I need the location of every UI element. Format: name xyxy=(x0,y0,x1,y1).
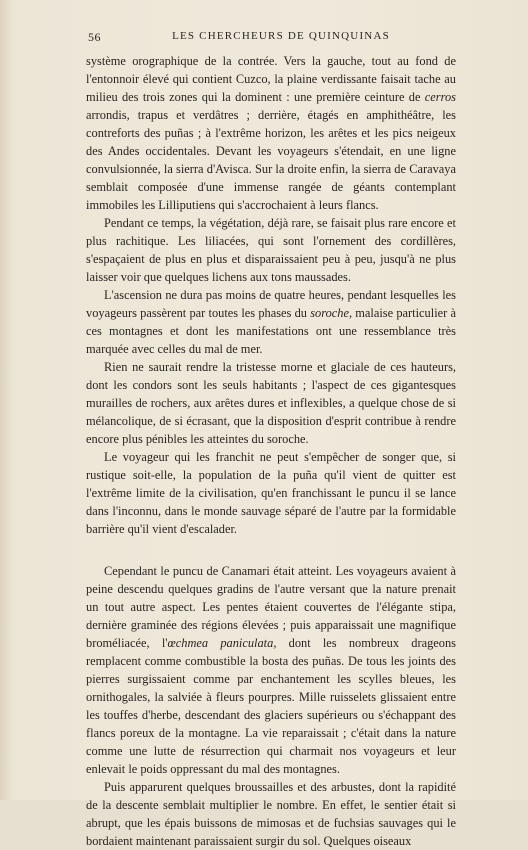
body-text xyxy=(86,52,456,850)
paragraph xyxy=(86,52,456,214)
paragraph xyxy=(86,562,456,778)
text-run: malaise particulier à ces montagnes et dont les manifestations ont une ressemblance très marquée avec celles du mal de mer. xyxy=(86,306,456,356)
text-run: Pendant ce temps, la végétation, déjà rare, se faisait plus rare encore et plus rachitique. Les liliacées, qui sont l'ornement des cordillères, s'espaçaient de plus en plus et disparaissaient peu à peu, jusqu'à ne plus laisser voir que quelques lichens aux tons maussades. xyxy=(86,216,456,284)
running-title: LES CHERCHEURS DE QUINQUINAS xyxy=(172,30,390,42)
section-break xyxy=(86,538,456,562)
text-run: Le voyageur qui les franchit ne peut s'empêcher de songer que, si rustique soit-elle, la population de la puña qu'il vient de quitter est l'extrême limite de la civilisation, qu'en franchissant le puncu il se lance dans l'inconnu, dans le monde sauvage séparé de l'autre par la formidable barrière qu'il vient d'escalader. xyxy=(86,450,456,536)
text-run: Puis apparurent quelques broussailles et des arbustes, dont la rapidité de la descente semblait multiplier le nombre. En effet, le sentier était si abrupt, que les épais buissons de mimosas et de fuchsias sauvages qui le bordaient maintenant paraissaient surgir du sol. Quelques oiseaux xyxy=(86,780,456,848)
text-run: dont les nombreux drageons remplacent comme combustible la bosta des puñas. De tous les joints des pierres surgissaient comme par enchantement les scylles bleues, les ornithogales, la salviée à fleurs pourpres. Mille ruisselets glissaient entre les touffes d'herbe, descendant des glaciers supérieurs ou s'échappant des flancs poreux de la montagne. La vie reparaissait ; c'était dans la nature comme une lutte de résurrection qui charmait nos voyageurs et leur enlevait le poids oppressant du mal des montagnes. xyxy=(86,636,456,776)
page-header xyxy=(74,30,488,46)
paragraph xyxy=(86,778,456,850)
text-run: Cependant le puncu de Canamari était atteint. Les voyageurs avaient à peine descendu quelques gradins de l'autre versant que la nature prenait un tout autre aspect. Les pentes étaient couvertes de l'élégante stipa, dernière graminée des régions élevées ; puis apparaissait une magnifique broméliacée, l' xyxy=(86,564,456,650)
text-run: système orographique de la contrée. Vers la gauche, tout au fond de l'entonnoir élevé qui contient Cuzco, la plaine verdissante faisait tache au milieu des trois zones qui la dominent : une première ceinture de xyxy=(86,54,456,104)
italic-term: œchmea paniculata, xyxy=(167,636,277,650)
text-run: Rien ne saurait rendre la tristesse morne et glaciale de ces hauteurs, dont les condors sont les seuls habitants ; l'aspect de ces gigantesques murailles de rochers, aux arêtes dures et inflexibles, a quelque chose de si mélancolique, de si écrasant, que la disposition d'esprit contribue à rendre encore plus pénibles les atteintes du soroche. xyxy=(86,360,456,446)
paragraph xyxy=(86,358,456,448)
paragraph xyxy=(86,286,456,358)
paragraph xyxy=(86,214,456,286)
text-run: L'ascension ne dura pas moins de quatre heures, pendant lesquelles les voyageurs passèrent par toutes les phases du xyxy=(86,288,456,320)
page-number: 56 xyxy=(88,30,101,44)
paragraph xyxy=(86,448,456,538)
italic-term: soroche, xyxy=(310,306,353,320)
text-run: arrondis, trapus et verdâtres ; derrière, étagés en amphithéâtre, les contreforts des puñas ; à l'extrême horizon, les arêtes et les pics neigeux des Andes occidentales. Devant les voyageurs s'étendait, en une ligne convulsionnée, la sierra d'Avisca. Sur la droite enfin, la sierra de Caravaya semblait composée d'une immense rangée de géants contemplant immobiles les Lilliputiens qui s'accrochaient à leurs flancs. xyxy=(86,108,456,212)
italic-term: cerros xyxy=(424,90,456,104)
